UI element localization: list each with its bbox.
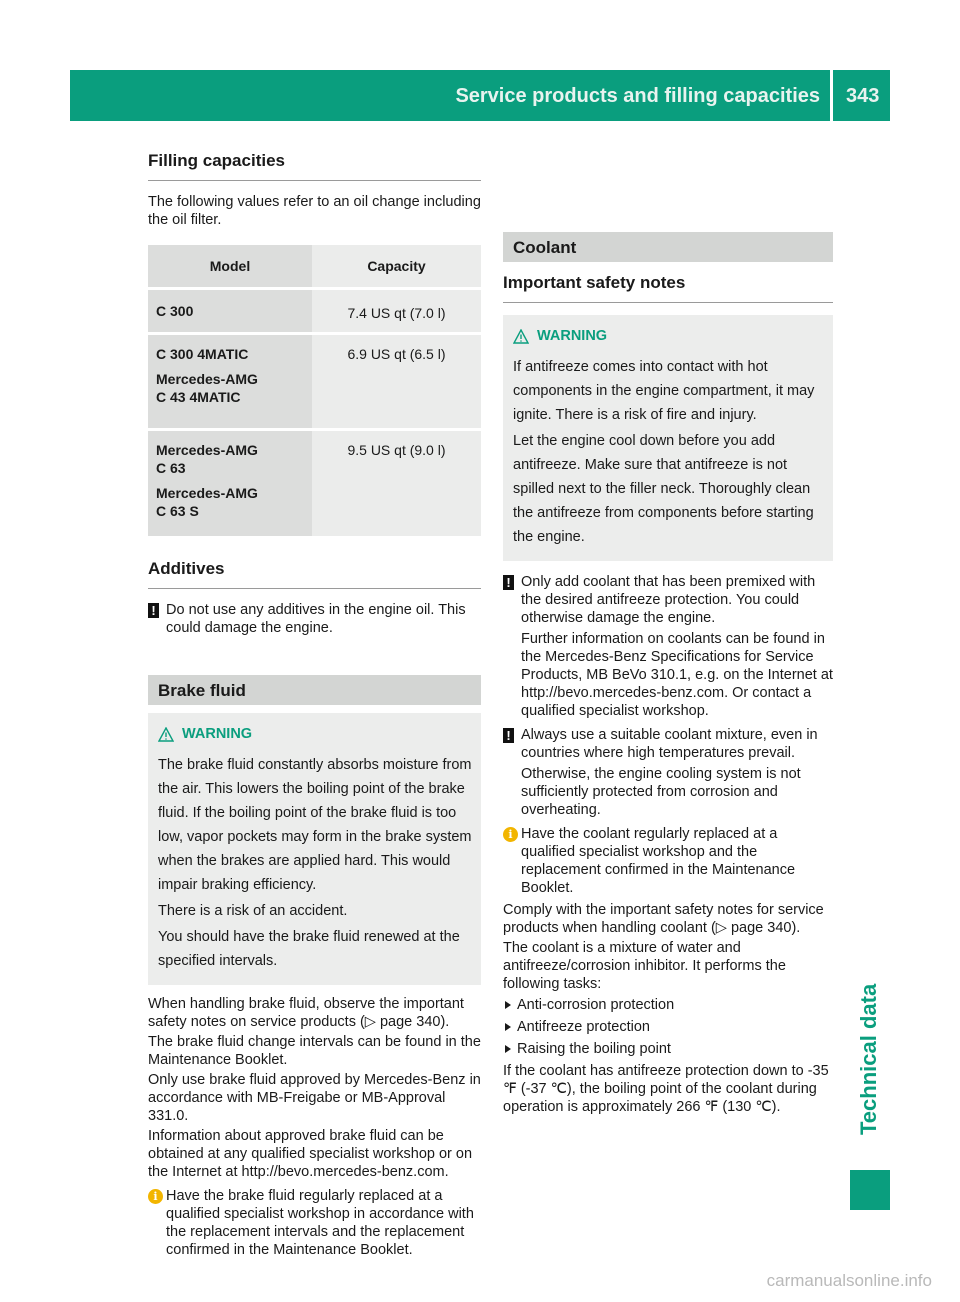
info-icon: i [148, 1189, 163, 1204]
brake-body [148, 995, 481, 1259]
brake-paragraph: The brake fluid change intervals can be found in the Maintenance Booklet. [148, 1034, 481, 1068]
brake-paragraph: Only use brake fluid approved by Mercedes-Benz in accordance with MB-Freigabe or MB-Approval 331.0. [148, 1072, 481, 1124]
note-text: Only add coolant that has been premixed with the desired antifreeze protection. You could otherwise damage the engine. [521, 574, 816, 626]
brake-fluid-band: Brake fluid [148, 675, 481, 705]
page-number: 343 [846, 85, 880, 107]
coolant-warning-box [503, 315, 833, 561]
warning-text: If antifreeze comes into contact with hot components in the engine compartment, it may ignite. There is a risk of fire and injury. [513, 359, 815, 423]
col-model: Model [148, 245, 312, 287]
capacity-cell: 7.4 US qt (7.0 l) [312, 287, 481, 332]
warning-text: You should have the brake fluid renewed at the specified intervals. [158, 929, 460, 969]
side-tab-label: Technical data [856, 983, 881, 1135]
warning-header [513, 327, 825, 345]
coolant-paragraph: Comply with the important safety notes for service products when handling coolant (▷ page 340). [503, 902, 824, 936]
warning-label: WARNING [537, 328, 608, 344]
table-row [148, 287, 481, 332]
header-title: Service products and filling capacities [455, 85, 820, 107]
model-name: C 63 [156, 460, 186, 476]
list-item: Antifreeze protection [503, 1018, 833, 1036]
brake-info-note [148, 1187, 481, 1259]
model-name: C 43 4MATIC [156, 389, 241, 405]
brake-paragraph: When handling brake fluid, observe the important safety notes on service products (▷ page 340). [148, 996, 464, 1030]
list-item: Anti-corrosion protection [503, 996, 833, 1014]
model-name: C 300 4MATIC [156, 346, 249, 362]
capacity-cell: 9.5 US qt (9.0 l) [312, 428, 481, 536]
warning-label: WARNING [182, 726, 253, 742]
note-text: Further information on coolants can be found in the Mercedes-Benz Specifications for Service Products, MB BeVo 310.1, e.g. on the Internet at http://bevo.mercedes-benz.com. Or contact a qualified specialist workshop. [521, 631, 833, 719]
list-item: Raising the boiling point [503, 1040, 833, 1058]
model-name: Mercedes-AMG [156, 442, 258, 458]
capacity-table [148, 245, 481, 536]
table-row [148, 332, 481, 428]
info-text: Have the coolant regularly replaced at a qualified specialist workshop and the replacement confirmed in the Maintenance Booklet. [521, 826, 796, 896]
coolant-paragraph: The coolant is a mixture of water and antifreeze/corrosion inhibitor. It performs the following tasks: [503, 940, 786, 992]
additives-note [148, 601, 481, 637]
safety-notes-heading: Important safety notes [503, 272, 833, 303]
model-name: Mercedes-AMG [156, 371, 258, 387]
col-capacity: Capacity [312, 245, 481, 287]
model-name: C 300 [156, 303, 194, 319]
model-name: C 63 S [156, 503, 199, 519]
table-header-row [148, 245, 481, 287]
additives-note-text: Do not use any additives in the engine oil. This could damage the engine. [166, 602, 466, 636]
coolant-info-note [503, 825, 833, 897]
warning-triangle-icon [513, 329, 529, 344]
warning-triangle-icon [158, 727, 174, 742]
coolant-body [503, 573, 833, 1116]
warning-text: The brake fluid constantly absorbs moisture from the air. This lowers the boiling point of the brake fluid. If the boiling point of the brake fluid is too low, vapor pockets may form in the brake system when the brakes are applied hard. This would impair braking efficiency. [158, 757, 472, 893]
watermark: carmanualsonline.info [766, 1271, 932, 1290]
model-name: Mercedes-AMG [156, 485, 258, 501]
additives-heading: Additives [148, 558, 481, 589]
exclamation-icon: ! [503, 728, 514, 743]
side-tab [846, 935, 886, 1135]
model-cell [148, 428, 312, 536]
header-divider [830, 70, 833, 121]
table-row [148, 428, 481, 536]
side-tab-marker [850, 1170, 890, 1210]
warning-header [158, 725, 473, 743]
coolant-note-mixture [503, 726, 833, 819]
filling-capacities-heading: Filling capacities [148, 150, 481, 181]
brake-info-text: Have the brake fluid regularly replaced at a qualified specialist workshop in accordance with the replacement intervals and the replacement confirmed in the Maintenance Booklet. [166, 1188, 474, 1258]
coolant-note-premix [503, 573, 833, 720]
exclamation-icon: ! [148, 603, 159, 618]
warning-text: There is a risk of an accident. [158, 903, 348, 919]
exclamation-icon: ! [503, 575, 514, 590]
note-text: Always use a suitable coolant mixture, even in countries where high temperatures prevail. [521, 727, 818, 761]
model-cell [148, 332, 312, 428]
info-icon: i [503, 827, 518, 842]
brake-warning-box [148, 713, 481, 985]
note-text: Otherwise, the engine cooling system is not sufficiently protected from corrosion and overheating. [521, 766, 801, 818]
left-column [148, 150, 481, 1263]
header-bar [70, 70, 890, 121]
capacity-cell: 6.9 US qt (6.5 l) [312, 332, 481, 428]
coolant-band: Coolant [503, 232, 833, 262]
filling-intro: The following values refer to an oil change including the oil filter. [148, 194, 481, 228]
coolant-tasks-list [503, 996, 833, 1058]
warning-text: Let the engine cool down before you add antifreeze. Make sure that antifreeze is not spilled next to the filler neck. Thoroughly clean the antifreeze from components before starting the engine. [513, 433, 814, 545]
brake-paragraph: Information about approved brake fluid can be obtained at any qualified specialist workshop or on the Internet at http://bevo.mercedes-benz.com. [148, 1128, 473, 1180]
right-column [503, 232, 833, 1118]
model-cell [148, 287, 312, 332]
coolant-paragraph: If the coolant has antifreeze protection down to -35 ℉ (-37 ℃), the boiling point of the coolant during operation is approximately 266 ℉ (130 ℃). [503, 1063, 829, 1115]
